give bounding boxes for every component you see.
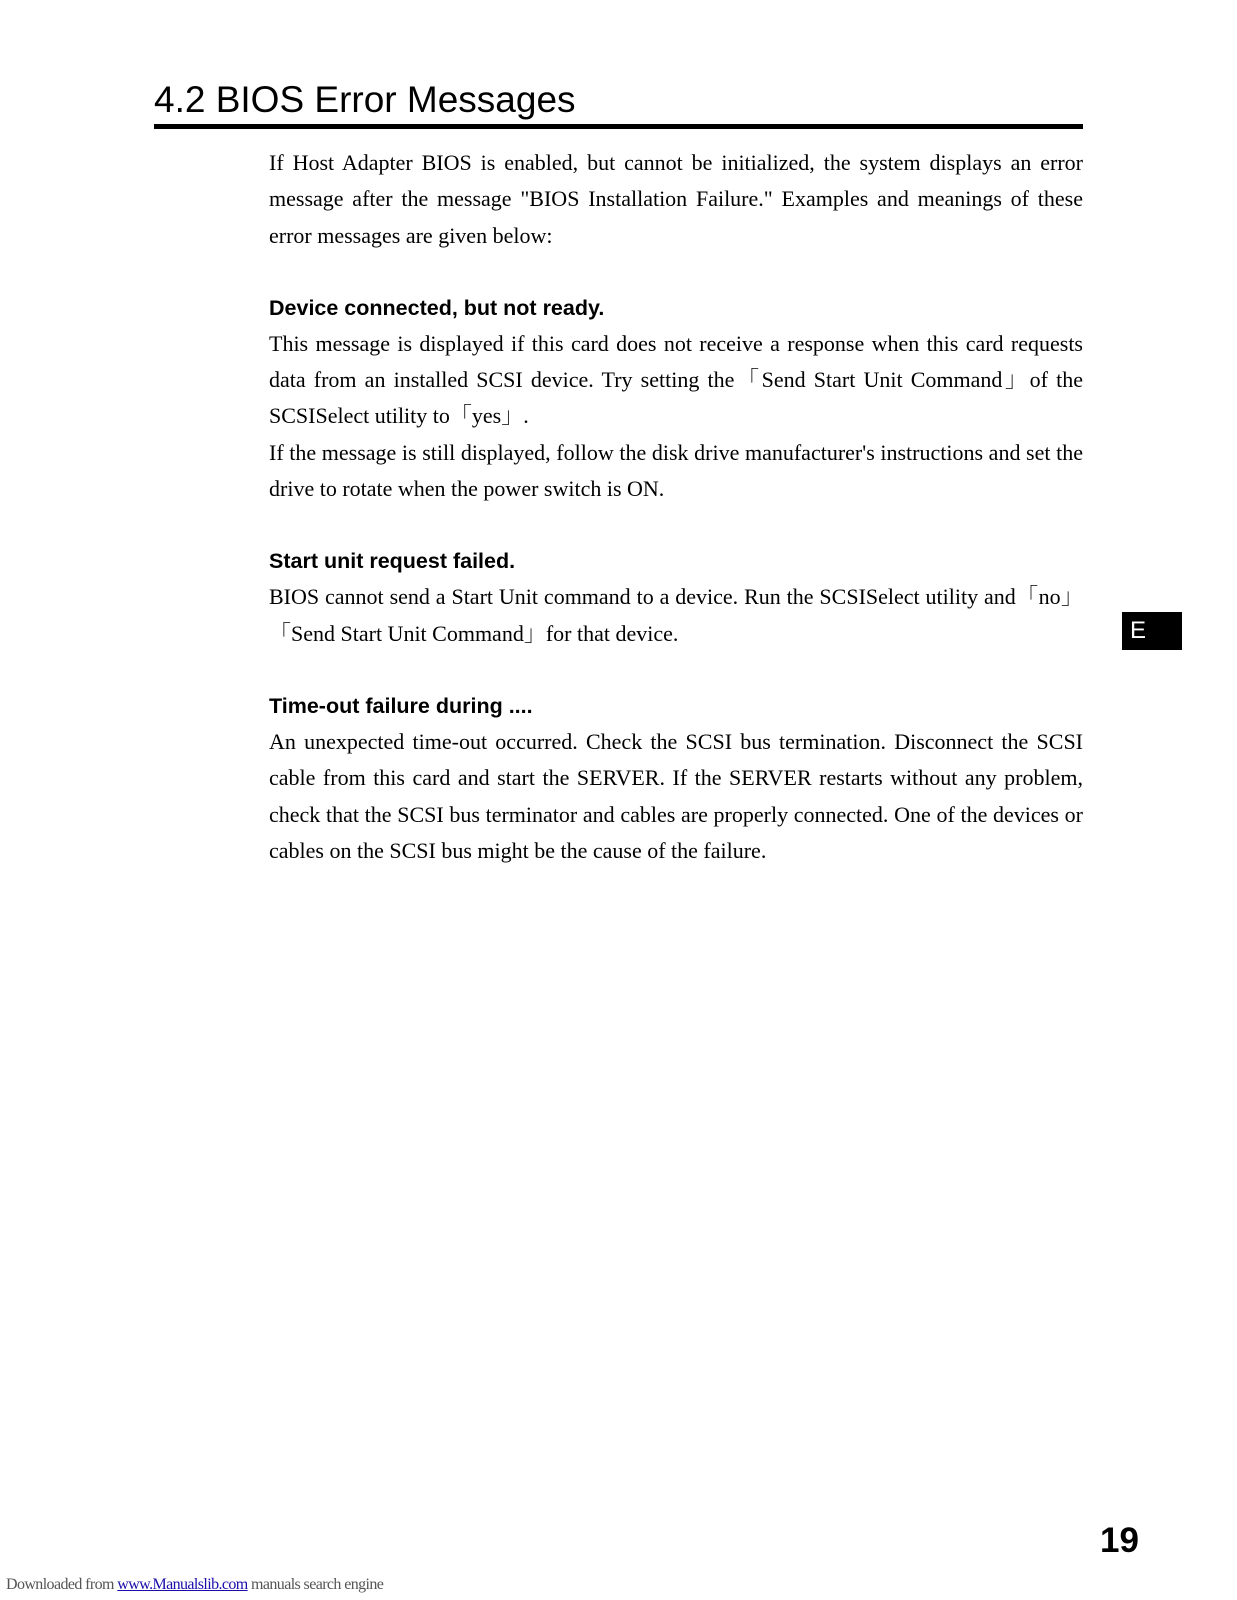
content-body bbox=[269, 145, 1083, 869]
section-paragraph: This message is displayed if this card does not receive a response when this card requests data from an installed SCSI device. Try setting the「Send Start Unit Command」of the SCSISelect utility to「yes」. bbox=[269, 330, 1083, 429]
manualslib-link[interactable]: www.Manualslib.com bbox=[117, 1576, 248, 1593]
spacer bbox=[269, 652, 1083, 688]
footer-suffix: manuals search engine bbox=[247, 1576, 384, 1593]
section-heading-device-not-ready: Device connected, but not ready. bbox=[269, 295, 605, 320]
section-paragraph: If the message is still displayed, follow the disk drive manufacturer's instructions and set the drive to rotate when the power switch is ON. bbox=[269, 439, 1083, 502]
intro-paragraph: If Host Adapter BIOS is enabled, but cannot be initialized, the system displays an error message after the message "BIOS Installation Failure." Examples and meanings of these error messages are given below: bbox=[269, 150, 1083, 248]
section-paragraph: BIOS cannot send a Start Unit command to a device. Run the SCSISelect utility and「no」「Send Start Unit Command」for that device. bbox=[269, 584, 1083, 646]
download-footer bbox=[6, 1575, 383, 1595]
title-rule bbox=[154, 124, 1083, 129]
section-heading-timeout-failure: Time-out failure during .... bbox=[269, 693, 533, 718]
section-tab-marker: E bbox=[1122, 612, 1182, 650]
spacer bbox=[269, 507, 1083, 543]
page-title: 4.2 BIOS Error Messages bbox=[154, 79, 576, 120]
page-number: 19 bbox=[1100, 1521, 1139, 1560]
spacer bbox=[269, 254, 1083, 290]
footer-prefix: Downloaded from bbox=[6, 1576, 118, 1593]
section-heading-start-unit-failed: Start unit request failed. bbox=[269, 549, 516, 574]
section-paragraph: An unexpected time-out occurred. Check the SCSI bus termination. Disconnect the SCSI cable from this card and start the SERVER. If the SERVER restarts without any problem, check that the SCSI bus terminator and cables are properly connected. One of the devices or cables on the SCSI bus might be the cause of the failure. bbox=[269, 728, 1083, 863]
